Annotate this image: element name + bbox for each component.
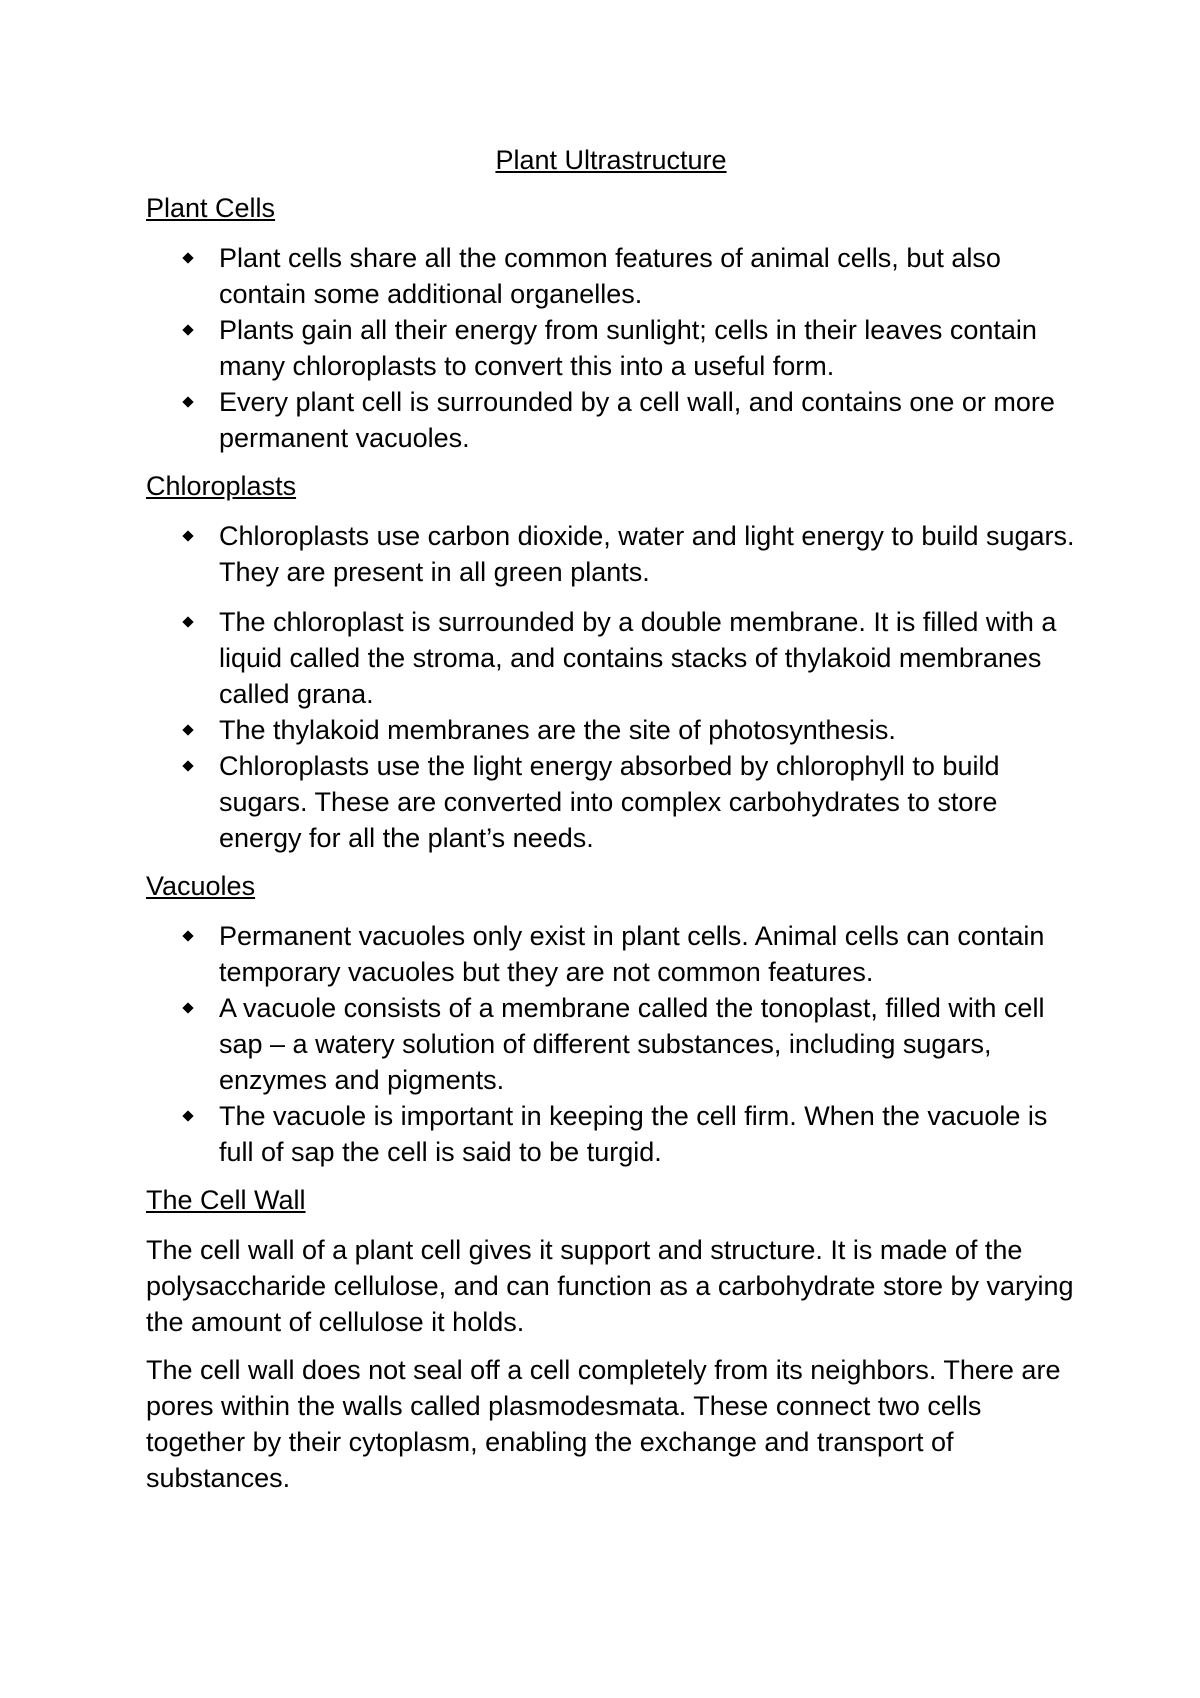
bullet-icon [182,1002,193,1013]
bullet-icon [182,930,193,941]
list-item [146,604,1076,712]
document-body [146,142,1076,1508]
list-item-text: Every plant cell is surrounded by a cell wall, and contains one or more permanent vacuoles. [219,387,1055,453]
list-item-text: Chloroplasts use the light energy absorbed by chlorophyll to build sugars. These are converted into complex carbohydrates to store energy for all the plant’s needs. [219,751,1000,853]
bullet-icon [182,324,193,335]
cell-wall-paragraph-1: The cell wall of a plant cell gives it support and structure. It is made of the polysaccharide cellulose, and can function as a carbohydrate store by varying the amount of cellulose it holds. [146,1235,1074,1337]
vacuoles-list [146,918,1076,1170]
list-item-text: The thylakoid membranes are the site of photosynthesis. [219,715,896,745]
bullet-icon [182,1110,193,1121]
list-item-text: Permanent vacuoles only exist in plant cells. Animal cells can contain temporary vacuoles but they are not common features. [219,921,1045,987]
list-item [146,240,1076,312]
list-item [146,748,1076,856]
bullet-icon [182,724,193,735]
heading-chloroplasts: Chloroplasts [146,471,297,501]
bullet-icon [182,616,193,627]
heading-cell-wall: The Cell Wall [146,1185,306,1215]
list-item-text: A vacuole consists of a membrane called the tonoplast, filled with cell sap – a watery solution of different substances, including sugars, enzymes and pigments. [219,993,1045,1095]
list-item-text: Plant cells share all the common features of animal cells, but also contain some additional organelles. [219,243,1001,309]
list-item [146,518,1076,590]
list-item-text: The vacuole is important in keeping the cell firm. When the vacuole is full of sap the cell is said to be turgid. [219,1101,1048,1167]
bullet-icon [182,760,193,771]
list-item [146,990,1076,1098]
plant-cells-list [146,240,1076,456]
list-item-text: Plants gain all their energy from sunlight; cells in their leaves contain many chloroplasts to convert this into a useful form. [219,315,1037,381]
list-item [146,1098,1076,1170]
list-item [146,918,1076,990]
list-item-text: The chloroplast is surrounded by a double membrane. It is filled with a liquid called the stroma, and contains stacks of thylakoid membranes called grana. [219,607,1057,709]
cell-wall-paragraph-2: The cell wall does not seal off a cell completely from its neighbors. There are pores within the walls called plasmodesmata. These connect two cells together by their cytoplasm, enabling the exchange and transport of substances. [146,1355,1061,1493]
list-item [146,712,1076,748]
list-item [146,384,1076,456]
list-item [146,312,1076,384]
list-item-text: Chloroplasts use carbon dioxide, water and light energy to build sugars. They are present in all green plants. [219,521,1075,587]
chloroplasts-list [146,518,1076,856]
heading-plant-cells: Plant Cells [146,193,276,223]
page-title: Plant Ultrastructure [495,145,727,175]
heading-vacuoles: Vacuoles [146,871,256,901]
bullet-icon [182,530,193,541]
bullet-icon [182,396,193,407]
bullet-icon [182,252,193,263]
